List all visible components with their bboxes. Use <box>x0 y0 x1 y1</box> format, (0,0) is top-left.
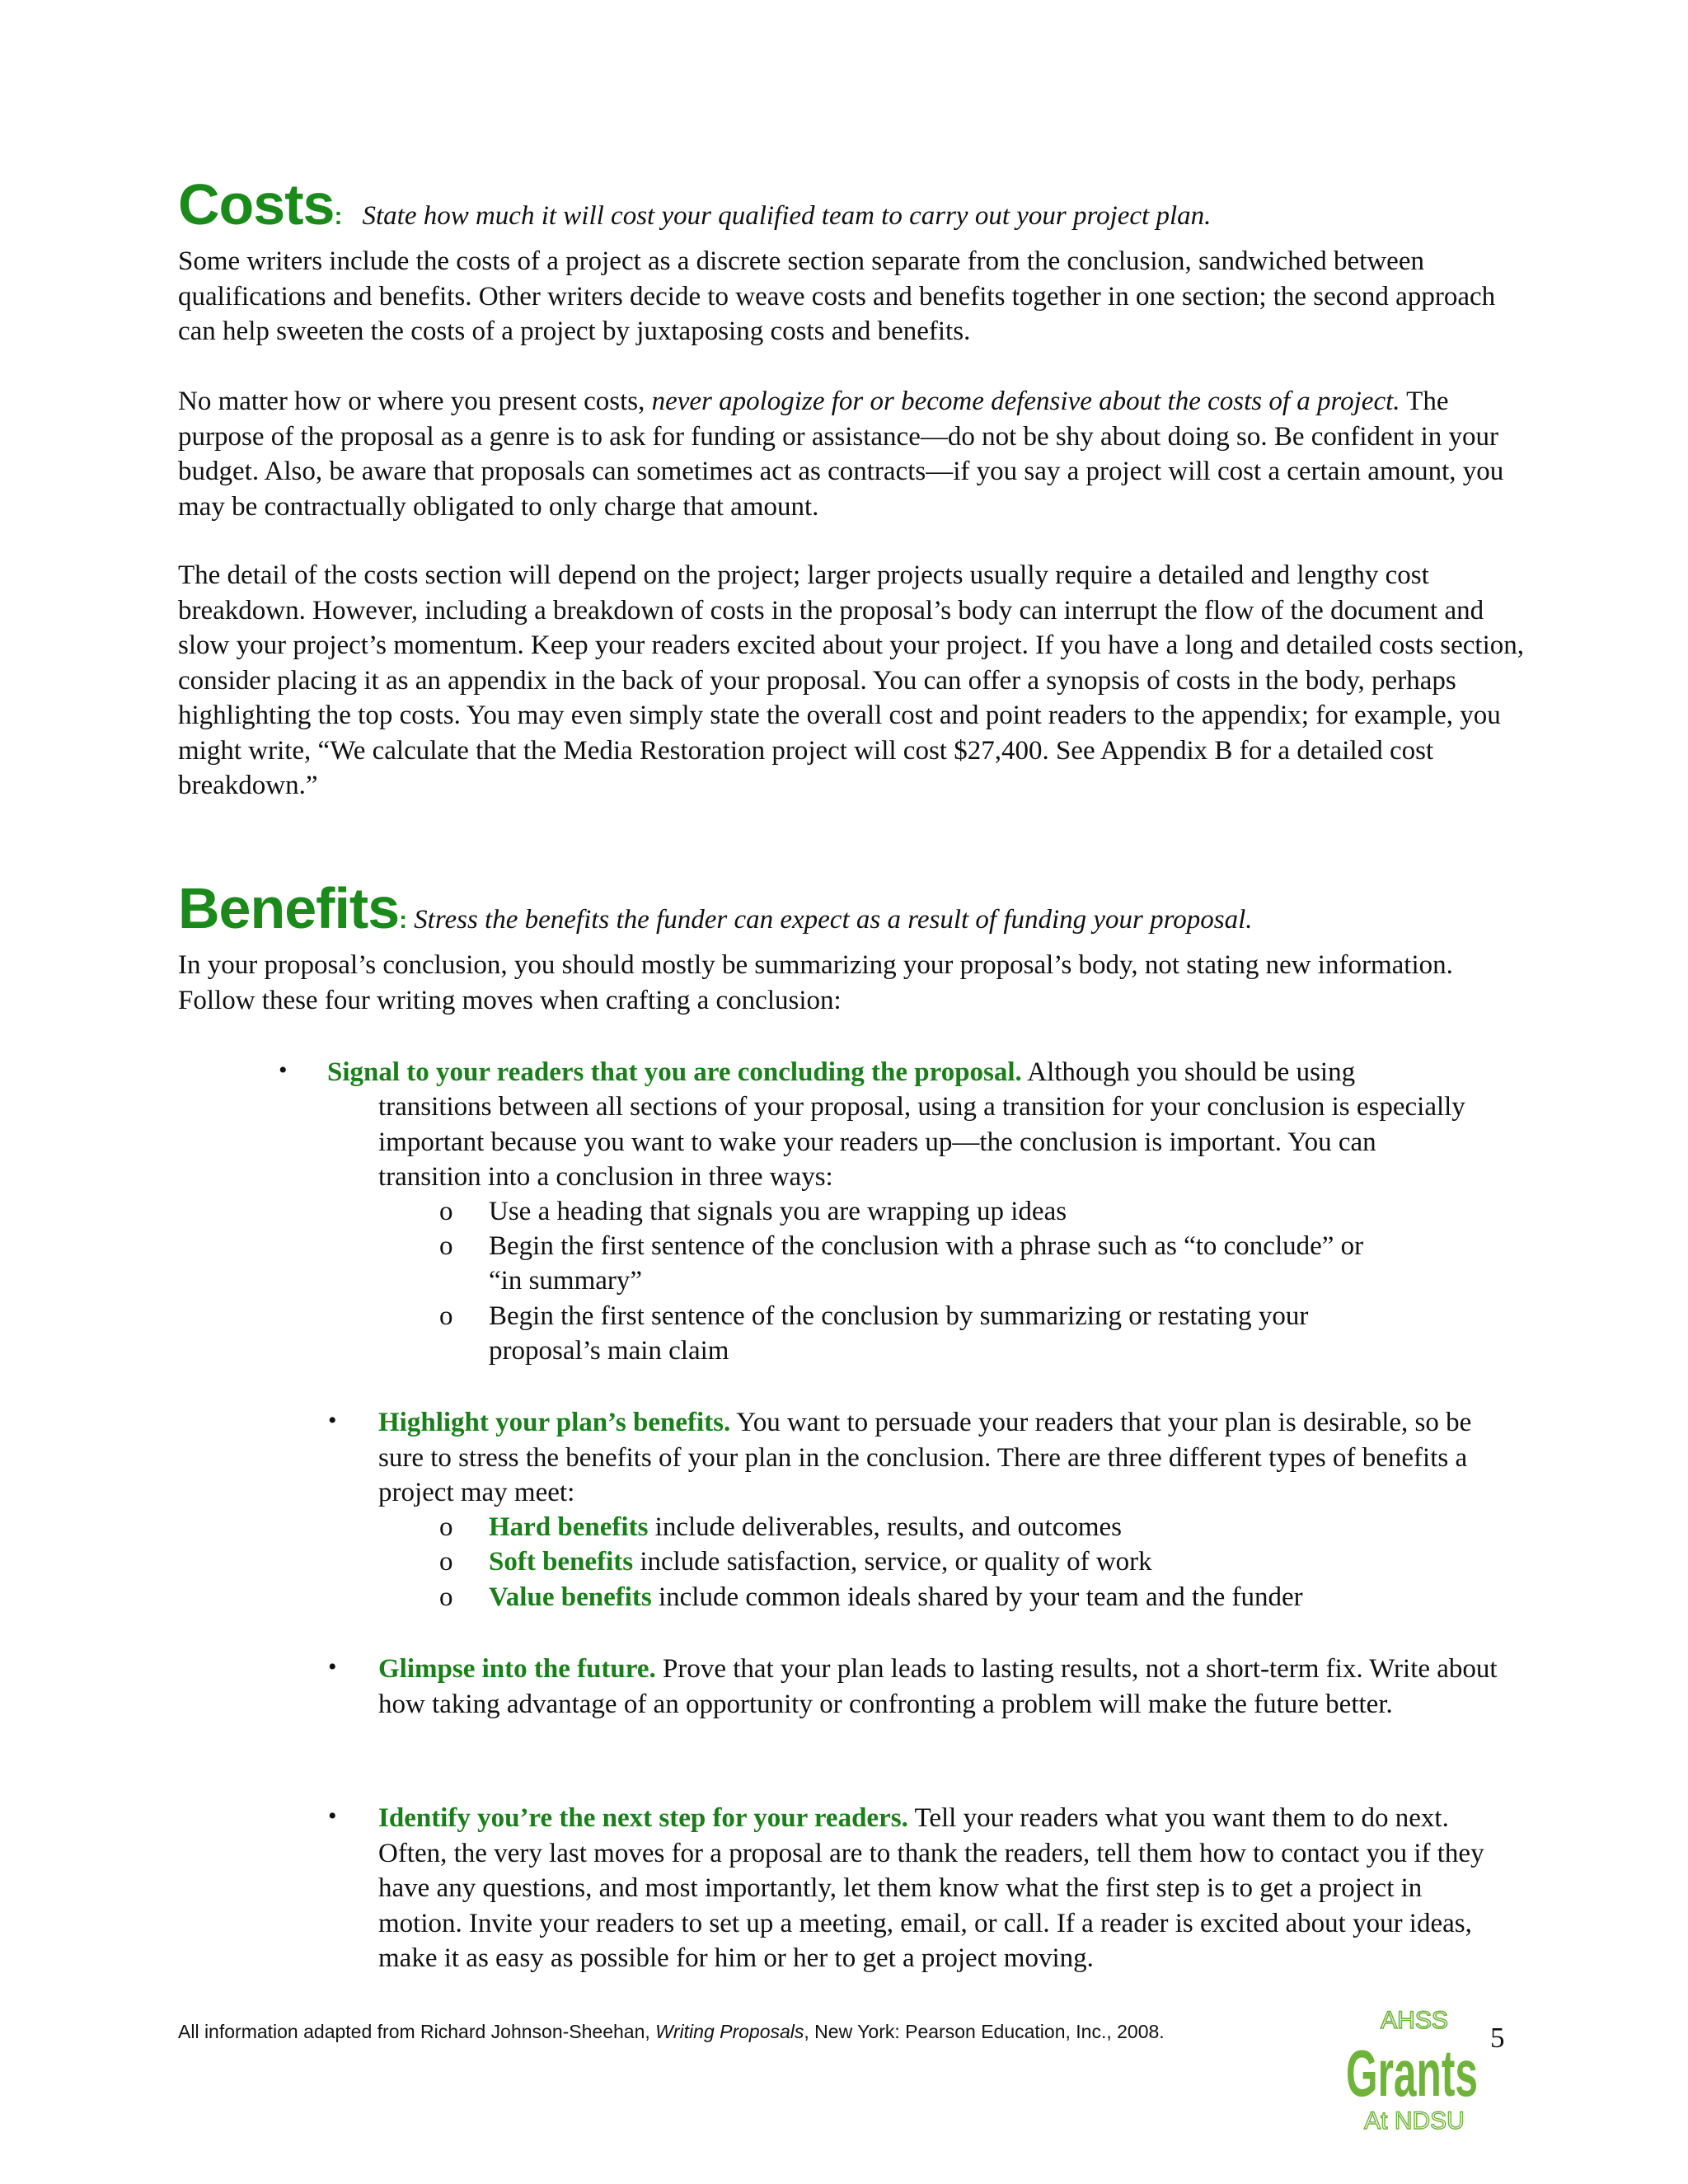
soft-benefits-text: include satisfaction, service, or quality of work <box>633 1547 1152 1577</box>
footer-text-before: All information adapted from Richard Johnson-Sheehan, <box>178 2021 656 2042</box>
bullet-4-lead: Identify you’re the next step for your readers. <box>378 1803 908 1833</box>
bullet-marker: • <box>328 1407 337 1434</box>
hard-benefits-text: include deliverables, results, and outcomes <box>648 1512 1123 1542</box>
bullet-2-sub-3 <box>489 1580 1303 1615</box>
bullet-2-sub-2 <box>489 1544 1152 1580</box>
bullet-2-text <box>378 1405 1475 1511</box>
bullet-4-rest: Tell your readers what you want them to do next. Often, the very last moves for a proposal are to thank the readers, tell them how to contact you if they have any questions, and most importantly, let them know what the first step is to get a project in motion. Invite your readers to set up a meeting, email, or call. If a reader is excited about your ideas, make it as easy as possible for him or her to get a project moving. <box>378 1803 1484 1973</box>
costs-p2-rest: The purpose of the proposal as a genre is to ask for funding or assistance—do not be shy about doing so. Be confident in your budget. Also, be aware that proposals can sometimes act as contracts—if you say a project will cost a certain amount, you may be contractually obligated to only charge that amount. <box>178 387 1504 522</box>
footer-book-title: Writing Proposals <box>655 2021 804 2042</box>
footer-citation <box>178 2021 1165 2043</box>
bullet-1-sub-2-cont: “in summary” <box>489 1266 643 1296</box>
bullet-2-rest: You want to persuade your readers that your plan is desirable, so be sure to stress the benefits of your plan in the conclusion. There are three different types of benefits a project may meet: <box>378 1408 1472 1507</box>
costs-paragraph-3-text: The detail of the costs section will depend on the project; larger projects usually require a detailed and lengthy cost breakdown. However, including a breakdown of costs in the proposal’s body can interrupt the flow of the document and slow your project’s momentum. Keep your readers excited about your project. If you have a long and detailed costs section, consider placing it as an appendix in the back of your proposal. You can offer a synopsis of costs in the body, perhaps highlighting the top costs. You may even simply state the overall cost and point readers to the appendix; for example, you might write, “We calculate that the Media Restoration project will cost $27,400. See Appendix B for a detailed cost breakdown.” <box>178 560 1525 800</box>
costs-heading: Costs <box>178 172 335 237</box>
logo-bottom-text: At NDSU <box>1364 2107 1465 2135</box>
sub-marker: o <box>439 1582 453 1612</box>
benefits-intro <box>178 948 1530 1018</box>
benefits-heading: Benefits <box>178 876 400 940</box>
benefits-heading-line <box>178 875 1253 941</box>
bullet-2-lead: Highlight your plan’s benefits. <box>378 1408 731 1437</box>
costs-heading-colon: : <box>334 203 343 230</box>
bullet-marker: • <box>328 1802 337 1830</box>
benefits-intro-text: In your proposal’s conclusion, you should mostly be summarizing your proposal’s body, not stating new information. Follow these four writing moves when crafting a conclusion: <box>178 950 1453 1015</box>
costs-subtitle: State how much it will cost your qualified team to carry out your project plan. <box>362 201 1212 231</box>
bullet-marker: • <box>279 1057 288 1084</box>
soft-benefits-label: Soft benefits <box>489 1547 634 1577</box>
bullet-1-sub-3: Begin the first sentence of the conclusion by summarizing or restating your <box>489 1301 1309 1331</box>
benefits-heading-colon: : <box>399 907 408 934</box>
bullet-1-first-line <box>327 1055 1355 1090</box>
costs-paragraph-1-text: Some writers include the costs of a project as a discrete section separate from the conclusion, sandwiched between qualifications and benefits. Other writers decide to weave costs and benefits together in one section; the second approach can help sweeten the costs of a project by juxtaposing costs and benefits. <box>178 246 1496 346</box>
bullet-1-sub-2: Begin the first sentence of the conclusion with a phrase such as “to conclude” or <box>489 1231 1364 1261</box>
costs-p2-emphasis: never apologize for or become defensive about the costs of a project. <box>651 387 1400 416</box>
costs-paragraph-3 <box>178 558 1530 804</box>
value-benefits-text: include common ideals shared by your team and the funder <box>651 1582 1303 1612</box>
bullet-3-text <box>378 1652 1507 1722</box>
sub-marker: o <box>439 1301 453 1331</box>
benefits-subtitle: Stress the benefits the funder can expect as a result of funding your proposal. <box>414 905 1253 935</box>
bullet-3-rest: Prove that your plan leads to lasting results, not a short-term fix. Write about how taking advantage of an opportunity or confronting a problem will make the future better. <box>378 1654 1498 1719</box>
costs-paragraph-1 <box>178 244 1530 349</box>
sub-marker: o <box>439 1197 453 1226</box>
bullet-1-sub-3-cont: proposal’s main claim <box>489 1336 729 1366</box>
footer-text-after: , New York: Pearson Education, Inc., 2008. <box>804 2021 1165 2042</box>
page-number: 5 <box>1490 2022 1505 2054</box>
bullet-1-continuation: transitions between all sections of your proposal, using a transition for your conclusion is especially important because you want to wake your readers up—the conclusion is important. You can transition into a conclusion in three ways: <box>378 1092 1465 1192</box>
logo-main-text: Grants <box>1346 2036 1478 2110</box>
costs-heading-line <box>178 171 1211 237</box>
sub-marker: o <box>439 1547 453 1577</box>
bullet-2-sub-1 <box>489 1510 1122 1545</box>
logo-top-text: AHSS <box>1381 2007 1448 2034</box>
sub-marker: o <box>439 1512 453 1542</box>
bullet-1-lead: Signal to your readers that you are concluding the proposal. <box>327 1057 1022 1087</box>
costs-paragraph-2 <box>178 384 1530 524</box>
costs-p2-start: No matter how or where you present costs, <box>178 387 652 416</box>
value-benefits-label: Value benefits <box>489 1582 652 1612</box>
sub-marker: o <box>439 1231 453 1261</box>
bullet-1-sub-1: Use a heading that signals you are wrapping up ideas <box>489 1197 1067 1226</box>
bullet-marker: • <box>328 1653 337 1680</box>
bullet-4-text <box>378 1801 1507 1976</box>
hard-benefits-label: Hard benefits <box>489 1512 649 1542</box>
bullet-3-lead: Glimpse into the future. <box>378 1654 656 1684</box>
ahss-grants-logo <box>1342 1999 1482 2135</box>
bullet-1-first-rest: Although you should be using <box>1021 1057 1356 1087</box>
